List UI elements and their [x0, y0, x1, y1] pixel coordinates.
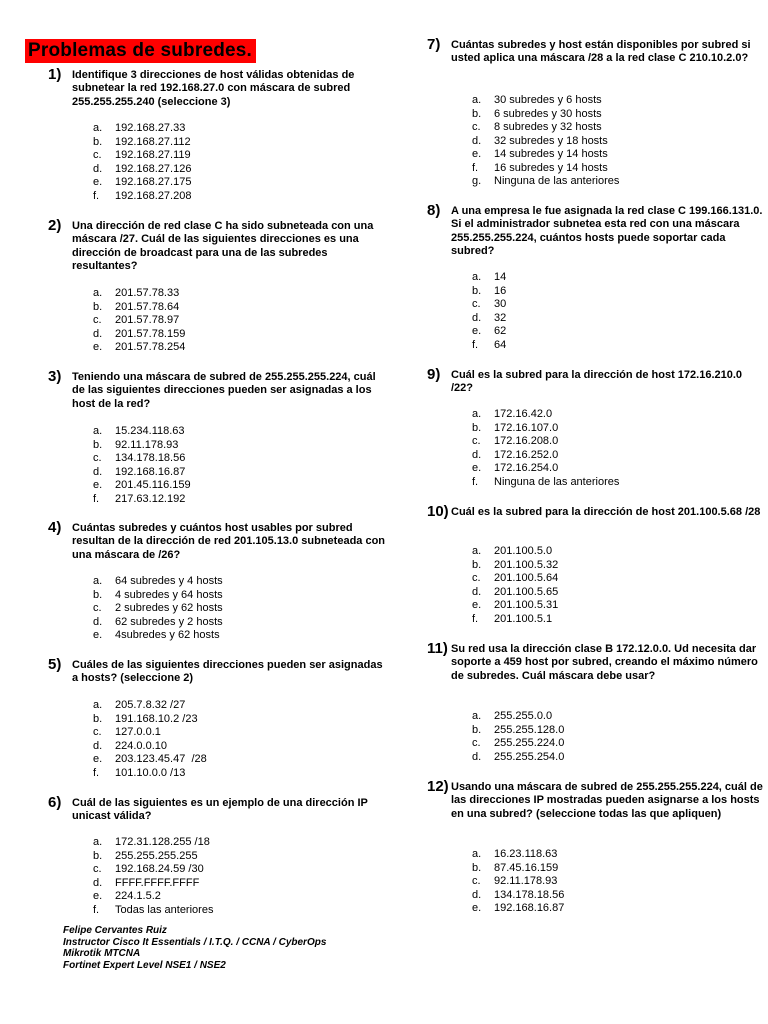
question-8 [427, 202, 767, 351]
question-text: Una dirección de red clase C ha sido subneteada con una máscara /27. Cuál de las siguientes direcciones es una dirección de broadcast para una de las subredes resultantes? [72, 220, 374, 273]
option-list [93, 425, 191, 506]
option-list [93, 122, 191, 203]
option-item: e. 201.100.5.31 [472, 599, 559, 611]
option-item: f. Ninguna de las anteriores [472, 475, 620, 488]
question-text: A una empresa le fue asignada la red clase C 199.166.131.0. Si el administrador subnetea esta red con una máscara 255.255.255.224, cuántos hosts puede soportar cada subred? [451, 205, 763, 258]
question-text: Cuántas subredes y host están disponibles por subred si usted aplica una máscara /28 a la red clase C 210.10.2.0? [451, 39, 751, 65]
option-item: c. 192.168.27.119 [93, 149, 191, 161]
question-10 [427, 503, 767, 625]
option-item: e. 201.45.116.159 [93, 479, 191, 491]
option-item: e. 14 subredes y 14 hosts [472, 148, 608, 160]
option-item: b. 191.168.10.2 /23 [93, 712, 198, 725]
option-item: e. 192.168.16.87 [472, 902, 565, 914]
option-item: d. 62 subredes y 2 hosts [93, 615, 223, 628]
author-name: Felipe Cervantes Ruiz [63, 925, 167, 936]
option-item: d. FFFF.FFFF.FFFF [93, 876, 200, 889]
question-text: Cuáles de las siguientes direcciones pueden ser asignadas a hosts? (seleccione 2) [72, 659, 383, 685]
page-title: Problemas de subredes. [25, 39, 256, 63]
option-item: f. Todas las anteriores [93, 903, 214, 916]
question-4 [48, 519, 388, 641]
option-item: g. Ninguna de las anteriores [472, 175, 620, 187]
option-item: b. 255.255.255.255 [93, 849, 198, 862]
option-item: b. 87.45.16.159 [472, 861, 559, 874]
question-7 [427, 36, 767, 187]
option-item: e. 203.123.45.47 /28 [93, 753, 207, 765]
question-3 [48, 368, 388, 505]
option-item: f. 64 [472, 338, 507, 351]
option-item: f. 192.168.27.208 [93, 189, 192, 202]
option-item: c. 192.168.24.59 /30 [93, 863, 204, 875]
option-item: b. 4 subredes y 64 hosts [93, 588, 223, 601]
option-item: c. 127.0.0.1 [93, 726, 161, 738]
option-item: b. 172.16.107.0 [472, 421, 559, 434]
question-number: 1) [48, 66, 62, 83]
question-text: Teniendo una máscara de subred de 255.255.255.224, cuál de las siguientes direcciones pueden ser asignadas a los host de la red? [72, 371, 376, 410]
option-list [472, 848, 564, 916]
option-list [472, 271, 506, 352]
option-item: d. 134.178.18.56 [472, 888, 565, 901]
question-5 [48, 656, 388, 779]
option-item: c. 92.11.178.93 [472, 875, 558, 887]
option-item: b. 92.11.178.93 [93, 438, 179, 451]
question-number: 6) [48, 794, 62, 811]
option-item: f. 16 subredes y 14 hosts [472, 161, 608, 174]
question-number: 11) [427, 640, 448, 657]
question-number: 8) [427, 202, 441, 219]
option-item: e. 4subredes y 62 hosts [93, 629, 220, 641]
option-item: d. 192.168.16.87 [93, 465, 186, 478]
option-list [93, 699, 207, 780]
option-item: d. 32 subredes y 18 hosts [472, 134, 608, 147]
question-6 [48, 794, 388, 916]
option-item: d. 201.57.78.159 [93, 327, 186, 340]
question-number: 9) [427, 366, 441, 383]
option-list [93, 836, 213, 917]
option-item: a. 205.7.8.32 /27 [93, 699, 186, 711]
option-list [472, 408, 619, 489]
question-number: 10) [427, 503, 449, 520]
option-item: f. 101.10.0.0 /13 [93, 766, 186, 779]
option-item: b. 201.57.78.64 [93, 300, 180, 313]
option-item: b. 192.168.27.112 [93, 135, 191, 148]
option-item: d. 255.255.254.0 [472, 750, 565, 763]
option-item: c. 255.255.224.0 [472, 737, 565, 749]
question-number: 3) [48, 368, 62, 385]
option-item: a. 16.23.118.63 [472, 848, 558, 860]
question-number: 7) [427, 36, 441, 53]
question-number: 12) [427, 778, 449, 795]
option-item: b. 16 [472, 284, 507, 297]
option-list [93, 287, 185, 355]
option-item: c. 2 subredes y 62 hosts [93, 602, 223, 614]
author-credential: Mikrotik MTCNA [63, 948, 141, 960]
option-item: a. 172.16.42.0 [472, 408, 553, 420]
option-item: b. 201.100.5.32 [472, 558, 559, 571]
option-item: a. 30 subredes y 6 hosts [472, 94, 602, 106]
option-item: a. 172.31.128.255 /18 [93, 836, 210, 848]
option-item: a. 201.57.78.33 [93, 287, 180, 299]
option-item: f. 201.100.5.1 [472, 612, 553, 625]
option-item: b. 6 subredes y 30 hosts [472, 107, 602, 120]
option-item: a. 14 [472, 271, 507, 283]
option-item: c. 201.57.78.97 [93, 314, 180, 326]
question-number: 4) [48, 519, 62, 536]
question-number: 5) [48, 656, 62, 673]
option-item: a. 192.168.27.33 [93, 122, 186, 134]
question-text: Cuál es la subred para la dirección de host 201.100.5.68 /28 [451, 506, 761, 518]
question-1 [48, 66, 388, 202]
author-credential: Fortinet Expert Level NSE1 / NSE2 [63, 959, 226, 971]
option-item: e. 172.16.254.0 [472, 462, 559, 474]
question-text: Identifique 3 direcciones de host válidas obtenidas de subnetear la red 192.168.27.0 con máscara de subred 255.255.255.240 (seleccione 3) [72, 69, 355, 108]
question-2 [48, 217, 388, 353]
option-item: c. 134.178.18.56 [93, 452, 186, 464]
option-item: a. 255.255.0.0 [472, 710, 553, 722]
option-item: d. 172.16.252.0 [472, 448, 559, 461]
option-item: e. 192.168.27.175 [93, 176, 192, 188]
option-list [472, 545, 558, 626]
option-list [472, 710, 564, 764]
question-text: Cuántas subredes y cuántos host usables por subred resultan de la dirección de red 201.105.13.0 subneteada con una máscara de /26? [72, 522, 386, 561]
option-item: d. 224.0.0.10 [93, 739, 167, 752]
author-signature [63, 925, 326, 971]
option-item: a. 15.234.118.63 [93, 425, 185, 437]
option-list [472, 94, 619, 189]
question-11 [427, 640, 767, 763]
question-text: Cuál de las siguientes es un ejemplo de una dirección IP unicast válida? [72, 797, 368, 823]
option-item: c. 201.100.5.64 [472, 572, 559, 584]
question-text: Cuál es la subred para la dirección de host 172.16.210.0 /22? [451, 369, 743, 395]
option-item: e. 62 [472, 325, 507, 337]
option-item: c. 8 subredes y 32 hosts [472, 121, 602, 133]
option-item: c. 30 [472, 298, 507, 310]
question-12 [427, 778, 767, 914]
option-item: d. 201.100.5.65 [472, 585, 559, 598]
author-credential: Instructor Cisco It Essentials / I.T.Q. / CCNA / CyberOps [63, 936, 327, 948]
question-text: Usando una máscara de subred de 255.255.255.224, cuál de las direcciones IP mostradas pueden asignarse a los hosts en una subred? (seleccione todas las que apliquen) [451, 781, 763, 820]
option-item: a. 64 subredes y 4 hosts [93, 575, 223, 587]
option-list [93, 575, 223, 643]
option-item: d. 32 [472, 311, 507, 324]
option-item: b. 255.255.128.0 [472, 723, 565, 736]
option-item: c. 172.16.208.0 [472, 435, 559, 447]
option-item: d. 192.168.27.126 [93, 162, 192, 175]
option-item: e. 224.1.5.2 [93, 890, 161, 902]
option-item: e. 201.57.78.254 [93, 341, 186, 353]
question-9 [427, 366, 767, 488]
option-item: f. 217.63.12.192 [93, 492, 186, 505]
question-text: Su red usa la dirección clase B 172.12.0.0. Ud necesita dar soporte a 459 host por subred, creando el máximo número de subredes. Cuál máscara debe usar? [451, 643, 758, 682]
option-item: a. 201.100.5.0 [472, 545, 553, 557]
question-number: 2) [48, 217, 62, 234]
